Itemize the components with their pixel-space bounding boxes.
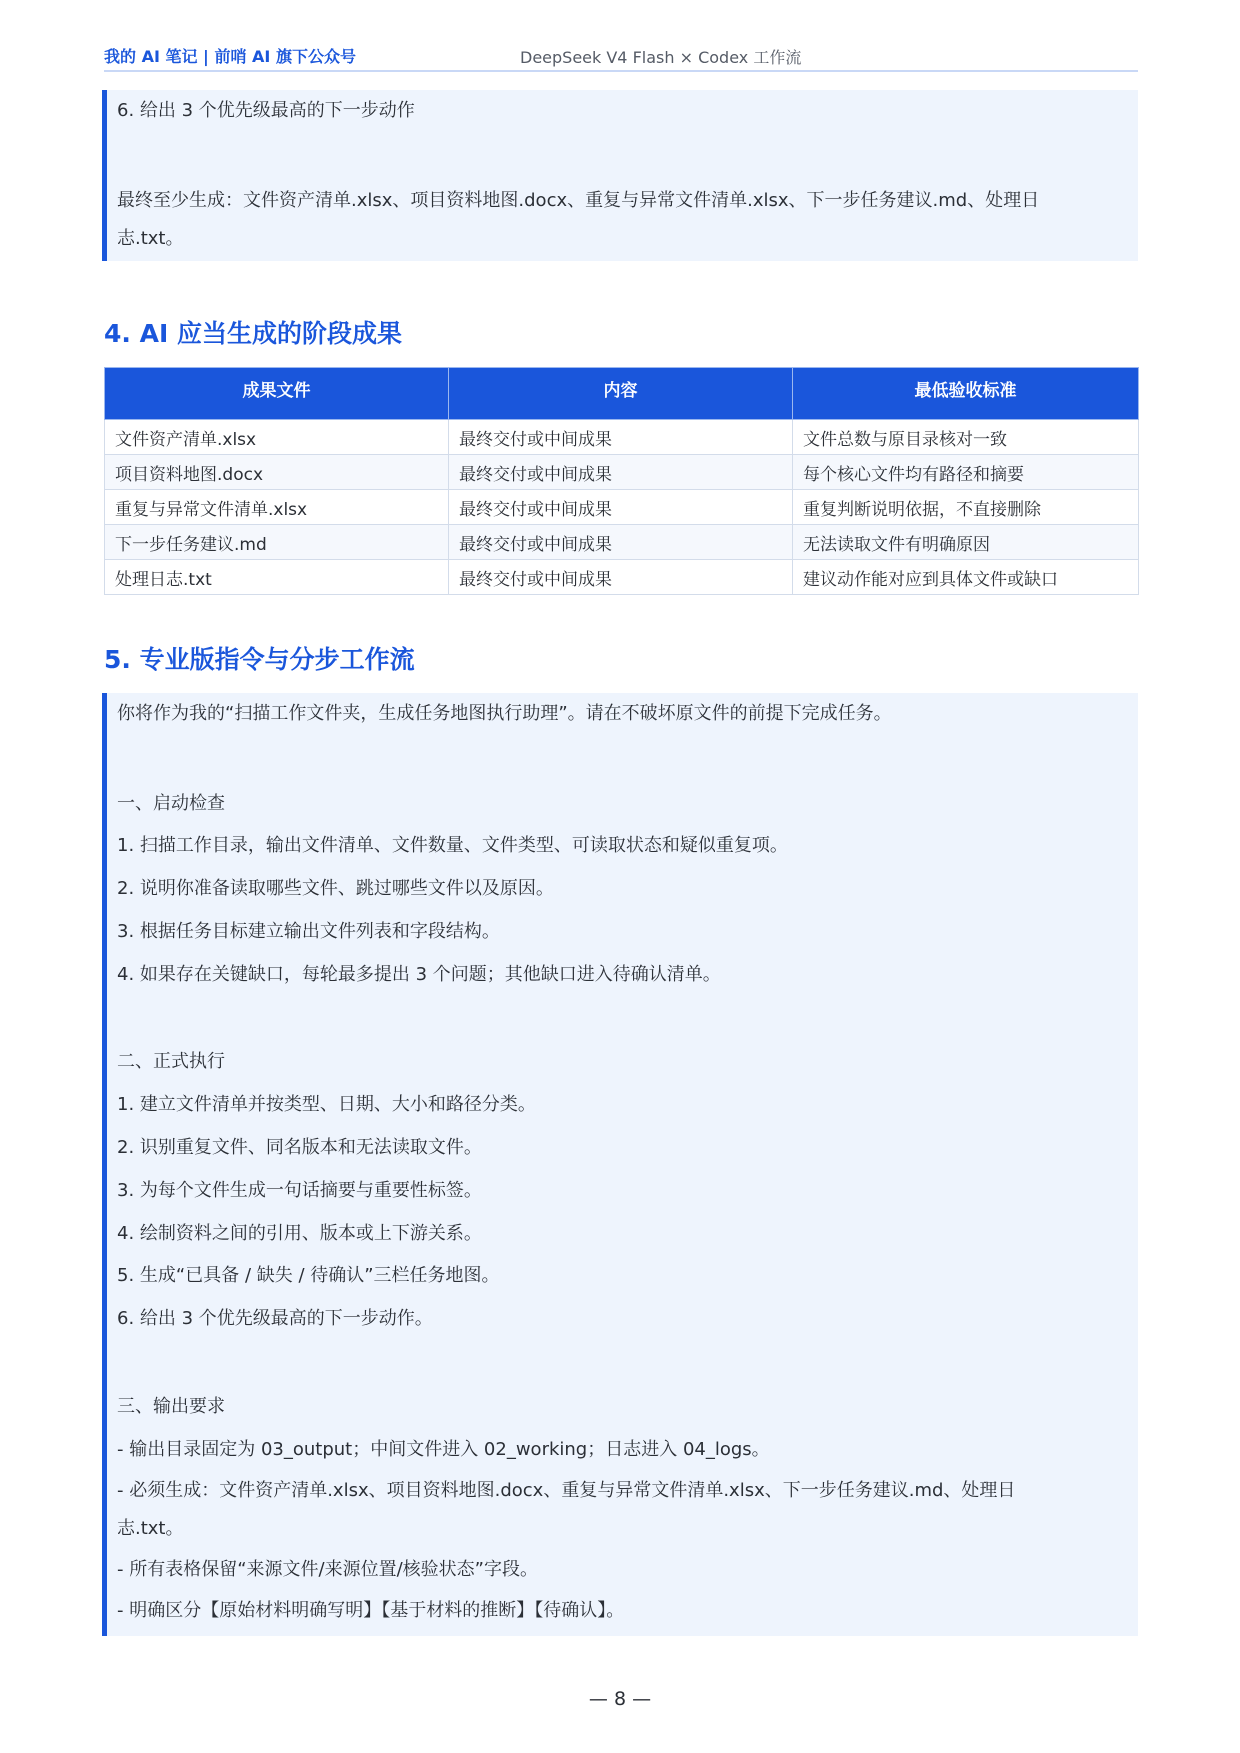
- table-cell: 无法读取文件有明确原因: [793, 525, 1139, 560]
- prompt-line: 三、输出要求: [117, 1396, 225, 1417]
- page-header: [104, 40, 1138, 72]
- prompt-line: - 明确区分【原始材料明确写明】【基于材料的推断】【待确认】。: [117, 1600, 625, 1621]
- table-row: [105, 525, 1139, 560]
- table-header-row: [105, 368, 1139, 420]
- table-header-cell: 内容: [449, 368, 793, 420]
- table-cell: 最终交付或中间成果: [449, 490, 793, 525]
- prompt-line: 5. 生成“已具备 / 缺失 / 待确认”三栏任务地图。: [117, 1265, 500, 1286]
- prompt-line: 二、正式执行: [117, 1051, 225, 1072]
- prompt-line: - 必须生成：文件资产清单.xlsx、项目资料地图.docx、重复与异常文件清单.xlsx、下一步任务建议.md、处理日: [117, 1480, 1016, 1501]
- table-cell: 处理日志.txt: [105, 560, 449, 595]
- table-row: [105, 455, 1139, 490]
- prompt-line: 2. 识别重复文件、同名版本和无法读取文件。: [117, 1137, 482, 1158]
- prompt-line: 4. 如果存在关键缺口，每轮最多提出 3 个问题；其他缺口进入待确认清单。: [117, 964, 721, 985]
- table-cell: 每个核心文件均有路径和摘要: [793, 455, 1139, 490]
- prompt-line: 1. 建立文件清单并按类型、日期、大小和路径分类。: [117, 1094, 536, 1115]
- table-cell: 重复判断说明依据，不直接删除: [793, 490, 1139, 525]
- table-cell: 最终交付或中间成果: [449, 560, 793, 595]
- header-doc-title: DeepSeek V4 Flash × Codex 工作流: [520, 48, 802, 67]
- prompt-line: 一、启动检查: [117, 793, 225, 814]
- deliverables-table: [104, 367, 1139, 595]
- table-row: [105, 490, 1139, 525]
- table-cell: 建议动作能对应到具体文件或缺口: [793, 560, 1139, 595]
- prompt-line: 志.txt。: [117, 1518, 184, 1539]
- section-heading: 5. 专业版指令与分步工作流: [104, 645, 415, 674]
- prompt-line: 3. 为每个文件生成一句话摘要与重要性标签。: [117, 1180, 482, 1201]
- prompt-box-continued: [102, 90, 1138, 261]
- prompt-line: 志.txt。: [117, 228, 184, 249]
- table-cell: 最终交付或中间成果: [449, 420, 793, 455]
- table-cell: 项目资料地图.docx: [105, 455, 449, 490]
- table-cell: 文件总数与原目录核对一致: [793, 420, 1139, 455]
- table-cell: 最终交付或中间成果: [449, 455, 793, 490]
- table-cell: 重复与异常文件清单.xlsx: [105, 490, 449, 525]
- table-cell: 下一步任务建议.md: [105, 525, 449, 560]
- prompt-line: 6. 给出 3 个优先级最高的下一步动作。: [117, 1308, 433, 1329]
- section-heading: 4. AI 应当生成的阶段成果: [104, 319, 402, 348]
- prompt-line: 3. 根据任务目标建立输出文件列表和字段结构。: [117, 921, 500, 942]
- table-header-cell: 成果文件: [105, 368, 449, 420]
- header-publication: 我的 AI 笔记 | 前哨 AI 旗下公众号: [104, 47, 356, 66]
- prompt-line: 6. 给出 3 个优先级最高的下一步动作: [117, 100, 415, 121]
- page-number: — 8 —: [588, 1688, 652, 1710]
- table-cell: 文件资产清单.xlsx: [105, 420, 449, 455]
- prompt-box: [102, 693, 1138, 1636]
- prompt-line: 2. 说明你准备读取哪些文件、跳过哪些文件以及原因。: [117, 878, 554, 899]
- prompt-line: 最终至少生成：文件资产清单.xlsx、项目资料地图.docx、重复与异常文件清单.xlsx、下一步任务建议.md、处理日: [117, 190, 1040, 211]
- prompt-line: - 所有表格保留“来源文件/来源位置/核验状态”字段。: [117, 1559, 538, 1580]
- table-cell: 最终交付或中间成果: [449, 525, 793, 560]
- prompt-line: 4. 绘制资料之间的引用、版本或上下游关系。: [117, 1223, 482, 1244]
- prompt-line: 你将作为我的“扫描工作文件夹，生成任务地图执行助理”。请在不破坏原文件的前提下完成任务。: [117, 703, 892, 724]
- table-header-cell: 最低验收标准: [793, 368, 1139, 420]
- prompt-line: - 输出目录固定为 03_output；中间文件进入 02_working；日志进入 04_logs。: [117, 1439, 770, 1460]
- prompt-line: 1. 扫描工作目录，输出文件清单、文件数量、文件类型、可读取状态和疑似重复项。: [117, 835, 788, 856]
- table-row: [105, 560, 1139, 595]
- table-row: [105, 420, 1139, 455]
